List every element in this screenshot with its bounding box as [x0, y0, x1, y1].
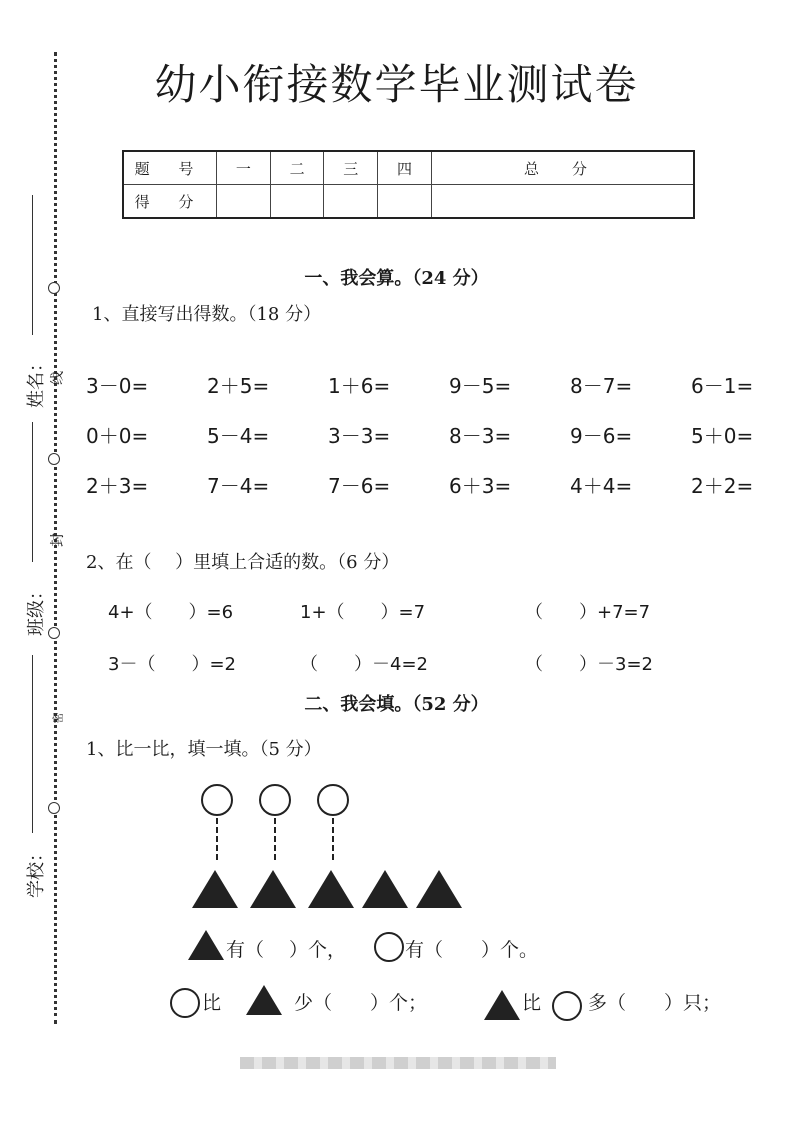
calc-item: 2＋3=: [86, 474, 149, 498]
calc-item: 7－6=: [328, 474, 391, 498]
question-label: 2、在（ ）里填上合适的数。（6 分）: [86, 552, 400, 573]
calc-item: 8－3=: [449, 424, 512, 448]
score-table-cell: 得 分: [123, 185, 217, 219]
triangle-shape: [188, 930, 224, 960]
circle-shape: [170, 988, 200, 1018]
score-input-cell[interactable]: [217, 185, 271, 219]
triangle-shape: [416, 870, 462, 908]
page-title: 幼小衔接数学毕业测试卷: [154, 60, 639, 109]
school-label: 学校：: [26, 844, 47, 898]
class-label: 班级：: [26, 582, 47, 636]
section-heading: 二、我会填。（52 分）: [304, 694, 489, 715]
circle-shape: [201, 784, 233, 816]
triangle-shape: [308, 870, 354, 908]
score-input-cell[interactable]: [431, 185, 694, 219]
calc-item: 4＋4=: [570, 474, 633, 498]
name-label: 姓名：: [26, 354, 47, 408]
question-label: 1、比一比，填一填。（5 分）: [86, 739, 322, 760]
score-table-cell: 四: [378, 151, 432, 185]
question-label: 1、直接写出得数。（18 分）: [92, 304, 322, 325]
calc-item: 6－1=: [691, 374, 754, 398]
triangle-shape: [484, 990, 520, 1020]
calc-item: 8－7=: [570, 374, 633, 398]
calc-item: 0＋0=: [86, 424, 149, 448]
circle-shape: [317, 784, 349, 816]
school-write-line[interactable]: [32, 655, 33, 833]
calc-item: 3－0=: [86, 374, 149, 398]
fill-blank-text[interactable]: 少（ ）个；: [294, 992, 428, 1014]
footer-watermark-bar: [240, 1057, 556, 1069]
class-write-line[interactable]: [32, 422, 33, 562]
score-table-cell: 一: [217, 151, 271, 185]
calc-item: 5＋0=: [691, 424, 754, 448]
fill-blank-text: 比: [202, 992, 222, 1014]
calc-item: 1＋6=: [328, 374, 391, 398]
triangle-shape: [192, 870, 238, 908]
binding-circle: [48, 453, 60, 465]
calc-item: 7－4=: [207, 474, 270, 498]
score-table-score-row: [123, 185, 694, 219]
calc-item: 2＋2=: [691, 474, 754, 498]
circle-shape: [552, 991, 582, 1021]
circle-shape: [374, 932, 404, 962]
section-heading: 一、我会算。（24 分）: [304, 268, 489, 289]
calc-item: 5－4=: [207, 424, 270, 448]
binding-circle: [48, 627, 60, 639]
score-input-cell[interactable]: [378, 185, 432, 219]
calc-item: 9－5=: [449, 374, 512, 398]
score-input-cell[interactable]: [324, 185, 378, 219]
triangle-shape: [250, 870, 296, 908]
score-table-header-row: [123, 151, 694, 185]
score-input-cell[interactable]: [270, 185, 324, 219]
fill-blank-item[interactable]: 1+（ ）=7: [300, 602, 426, 623]
fill-blank-text[interactable]: 有（ ）个，: [226, 939, 347, 961]
dashed-connector: [274, 818, 276, 860]
fill-blank-item[interactable]: （ ）+7=7: [525, 602, 651, 623]
score-table-cell: 三: [324, 151, 378, 185]
circle-shape: [259, 784, 291, 816]
fill-blank-item[interactable]: （ ）－4=2: [300, 654, 428, 675]
calc-item: 3－3=: [328, 424, 391, 448]
calc-item: 9－6=: [570, 424, 633, 448]
score-table-cell: 题 号: [123, 151, 217, 185]
fill-blank-text: 比: [522, 992, 542, 1014]
binding-mark: 封: [50, 533, 66, 547]
fill-blank-item[interactable]: 3－（ ）=2: [108, 654, 236, 675]
score-table: [122, 150, 695, 219]
binding-mark: 线: [50, 371, 66, 385]
triangle-shape: [246, 985, 282, 1015]
score-table-cell: 二: [270, 151, 324, 185]
calc-item: 6＋3=: [449, 474, 512, 498]
dashed-connector: [332, 818, 334, 860]
triangle-shape: [362, 870, 408, 908]
fill-blank-text[interactable]: 有（ ）个。: [405, 939, 539, 961]
dashed-connector: [216, 818, 218, 860]
binding-mark: 密: [51, 712, 65, 724]
calc-item: 2＋5=: [207, 374, 270, 398]
score-table-cell: 总 分: [431, 151, 694, 185]
fill-blank-item[interactable]: （ ）－3=2: [525, 654, 653, 675]
fill-blank-text[interactable]: 多（ ）只；: [588, 992, 722, 1014]
fill-blank-item[interactable]: 4+（ ）=6: [108, 602, 234, 623]
binding-circle: [48, 802, 60, 814]
